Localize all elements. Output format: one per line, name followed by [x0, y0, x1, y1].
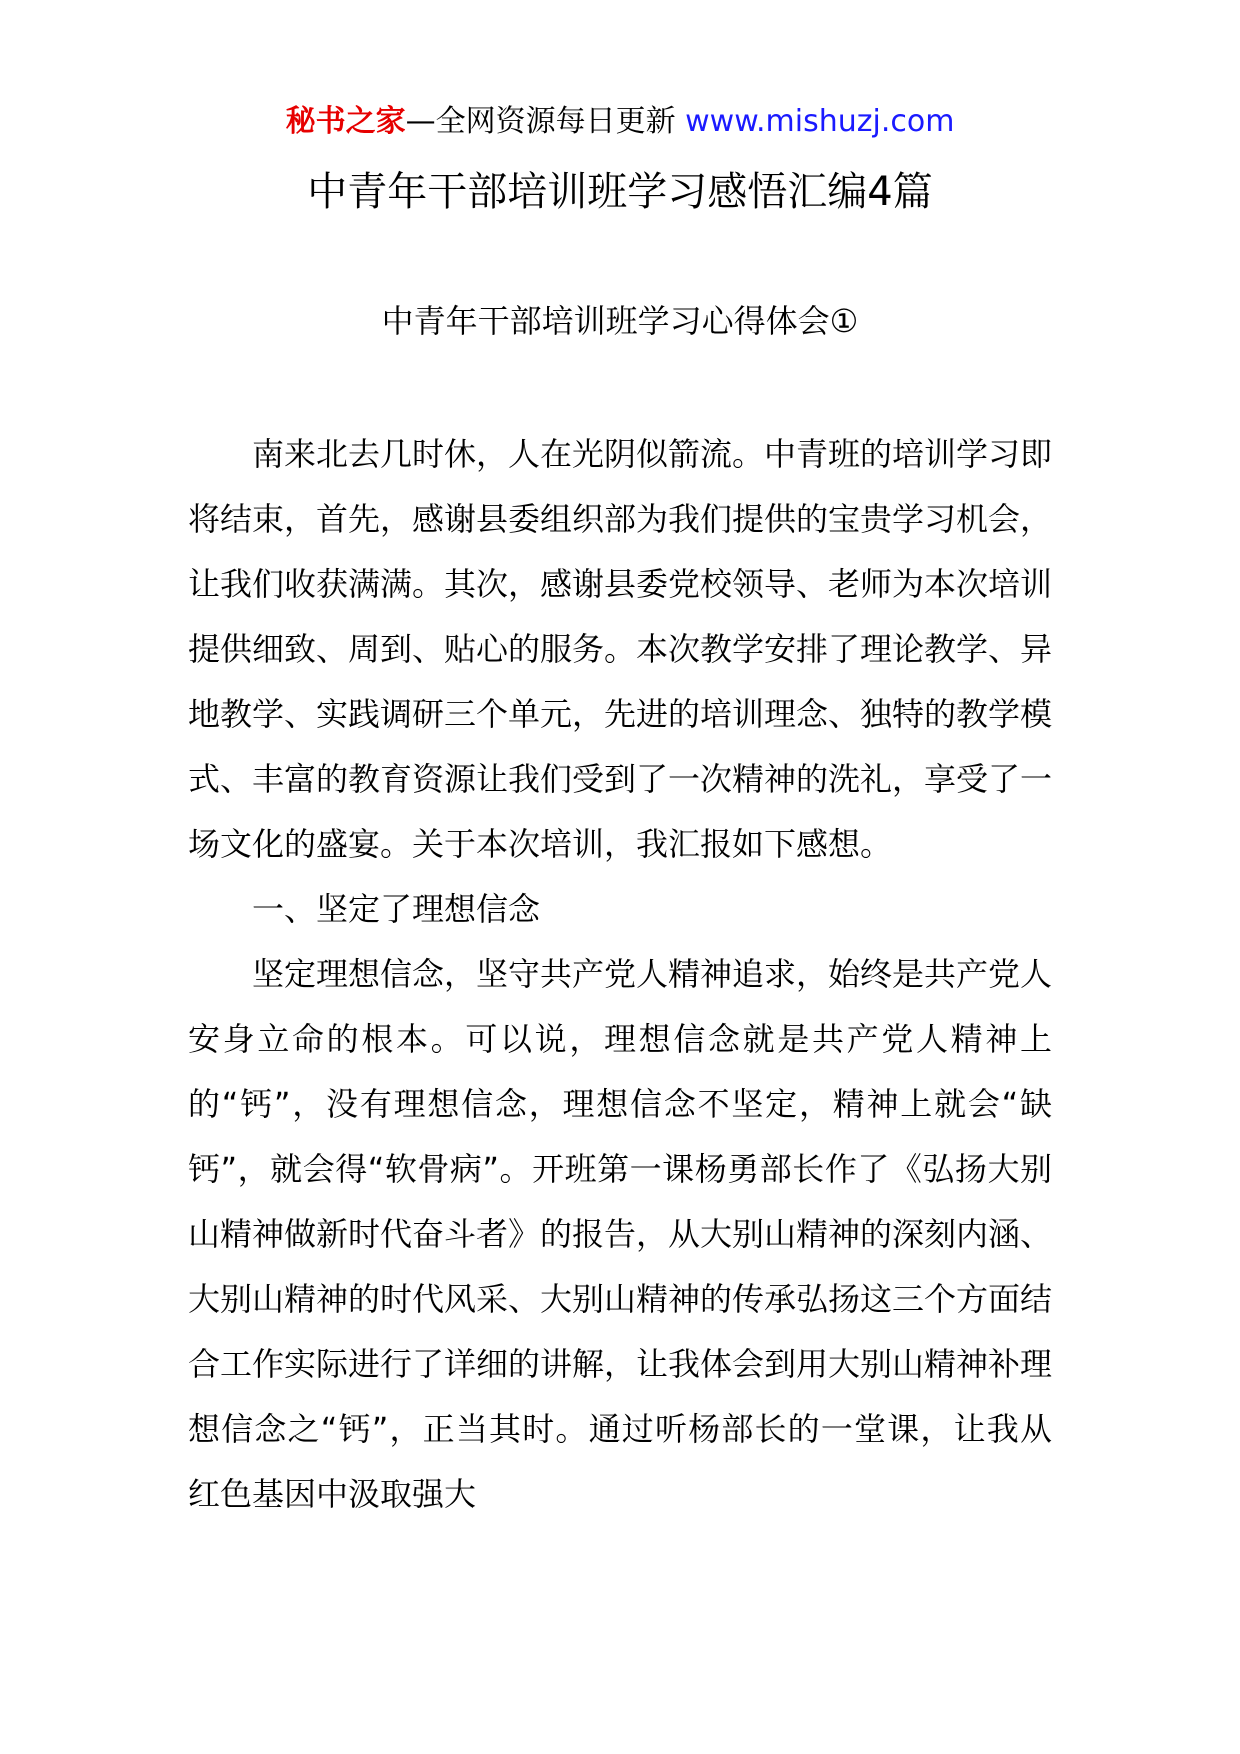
document-body: [188, 422, 1052, 1527]
document-title: 中青年干部培训班学习感悟汇编4篇: [307, 169, 933, 215]
brand-name: 秘书之家: [285, 104, 406, 139]
site-header: [0, 100, 1240, 144]
site-slogan: —全网资源每日更新: [405, 104, 676, 139]
section-title: 中青年干部培训班学习心得体会①: [381, 302, 859, 340]
body-paragraph: 南来北去几时休，人在光阴似箭流。中青班的培训学习即将结束，首先，感谢县委组织部为我们提供的宝贵学习机会，让我们收获满满。其次，感谢县委党校领导、老师为本次培训提供细致、周到、贴心的服务。本次教学安排了理论教学、异地教学、实践调研三个单元，先进的培训理念、独特的教学模式、丰富的教育资源让我们受到了一次精神的洗礼，享受了一场文化的盛宴。关于本次培训，我汇报如下感想。: [188, 435, 1053, 863]
site-url-link[interactable]: www.mishuzj.com: [685, 104, 955, 139]
section-heading: 一、坚定了理想信念: [252, 890, 541, 928]
body-paragraph: 坚定理想信念，坚守共产党人精神追求，始终是共产党人安身立命的根本。可以说，理想信念就是共产党人精神上的“钙”，没有理想信念，理想信念不坚定，精神上就会“缺钙”，就会得“软骨病”。开班第一课杨勇部长作了《弘扬大别山精神做新时代奋斗者》的报告，从大别山精神的深刻内涵、大别山精神的时代风采、大别山精神的传承弘扬这三个方面结合工作实际进行了详细的讲解，让我体会到用大别山精神补理想信念之“钙”，正当其时。通过听杨部长的一堂课，让我从红色基因中汲取强大: [188, 955, 1053, 1513]
